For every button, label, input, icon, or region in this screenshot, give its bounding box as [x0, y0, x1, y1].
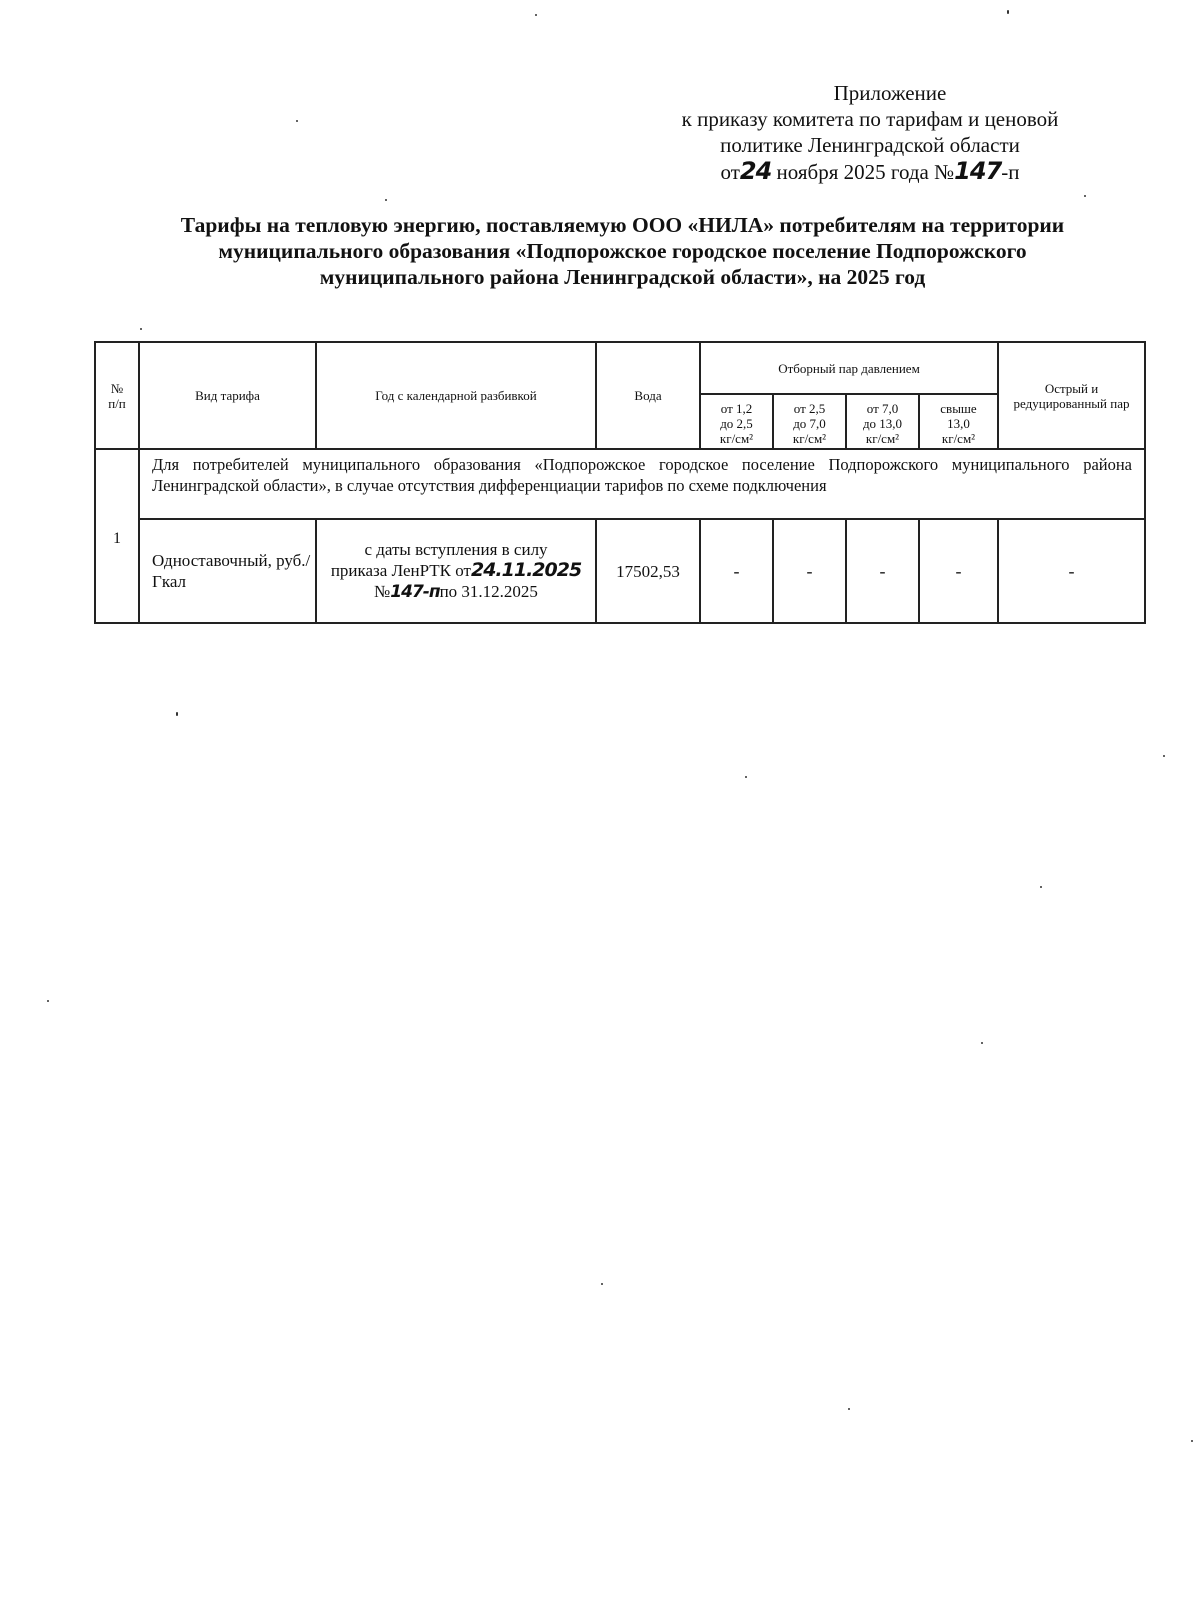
col-header-steam-group: Отборный пар давлением	[700, 342, 998, 394]
col-header-water: Вода	[596, 342, 700, 449]
scan-speck	[140, 328, 142, 330]
appendix-committee: политике Ленинградской области	[720, 133, 1020, 157]
date-middle: ноября 2025 года №	[771, 160, 955, 184]
steam-1-value: -	[700, 519, 773, 623]
period-line-1: с даты вступления в силу	[364, 540, 548, 559]
scan-speck	[1007, 10, 1009, 14]
tariff-type-cell: Одноставочный, руб./Гкал	[139, 519, 316, 623]
scan-speck	[601, 1283, 603, 1285]
steam-2-value: -	[773, 519, 846, 623]
col-header-num: № п/п	[95, 342, 139, 449]
header-row-1	[95, 342, 1145, 394]
scan-speck	[47, 1000, 49, 1002]
scan-speck	[385, 199, 387, 201]
date-prefix: от	[720, 160, 740, 184]
scan-speck	[176, 712, 178, 716]
col-header-steam-1: от 1,2 до 2,5 кг/см²	[700, 394, 773, 449]
appendix-header	[600, 80, 1140, 185]
appendix-order-ref: к приказу комитета по тарифам и ценовой	[681, 107, 1059, 131]
title-line-2: муниципального образования «Подпорожское городское поселение Подпорожского	[218, 239, 1027, 263]
scan-speck	[848, 1408, 850, 1410]
steam-4-value: -	[919, 519, 998, 623]
title-line-3: муниципального района Ленинградской области», на 2025 год	[319, 265, 926, 289]
scan-speck	[296, 120, 298, 122]
scan-speck	[745, 776, 747, 778]
date-suffix: -п	[1001, 160, 1020, 184]
handwritten-day: 24	[739, 157, 772, 185]
handwritten-date: 24.11.2025	[470, 559, 582, 581]
appendix-label: Приложение	[833, 81, 947, 105]
tariff-table	[94, 341, 1146, 624]
sharp-steam-value: -	[998, 519, 1145, 623]
scan-speck	[1163, 755, 1165, 757]
col-header-sharp-steam: Острый и редуцированный пар	[998, 342, 1145, 449]
col-header-steam-4: свыше 13,0 кг/см²	[919, 394, 998, 449]
appendix-date-line	[600, 158, 1140, 185]
document-title	[95, 212, 1150, 290]
col-header-year: Год с календарной разбивкой	[316, 342, 596, 449]
period-line-3: №147-ппо 31.12.2025	[374, 582, 538, 602]
handwritten-number: 147-п	[390, 582, 440, 602]
scan-speck	[981, 1042, 983, 1044]
scan-speck	[1191, 1440, 1193, 1442]
steam-3-value: -	[846, 519, 919, 623]
consumer-description: Для потребителей муниципального образования «Подпорожское городское поселение Подпорожского муниципального района Ленинградской области», в случае отсутствия дифференциации тарифов по схеме подключения	[139, 449, 1145, 519]
col-header-steam-2: от 2,5 до 7,0 кг/см²	[773, 394, 846, 449]
period-cell	[316, 519, 596, 623]
col-header-tariff-type: Вид тарифа	[139, 342, 316, 449]
scan-speck	[535, 14, 537, 16]
scan-speck	[1040, 886, 1042, 888]
row-number: 1	[95, 449, 139, 623]
handwritten-order-number: 147	[954, 157, 1002, 185]
water-tariff-value: 17502,53	[596, 519, 700, 623]
col-header-steam-3: от 7,0 до 13,0 кг/см²	[846, 394, 919, 449]
tariff-row	[95, 519, 1145, 623]
title-line-1: Тарифы на тепловую энергию, поставляемую ООО «НИЛА» потребителям на территории	[180, 213, 1065, 237]
description-row	[95, 449, 1145, 519]
period-line-2: приказа ЛенРТК от24.11.2025	[330, 559, 582, 581]
scan-speck	[1084, 195, 1086, 197]
